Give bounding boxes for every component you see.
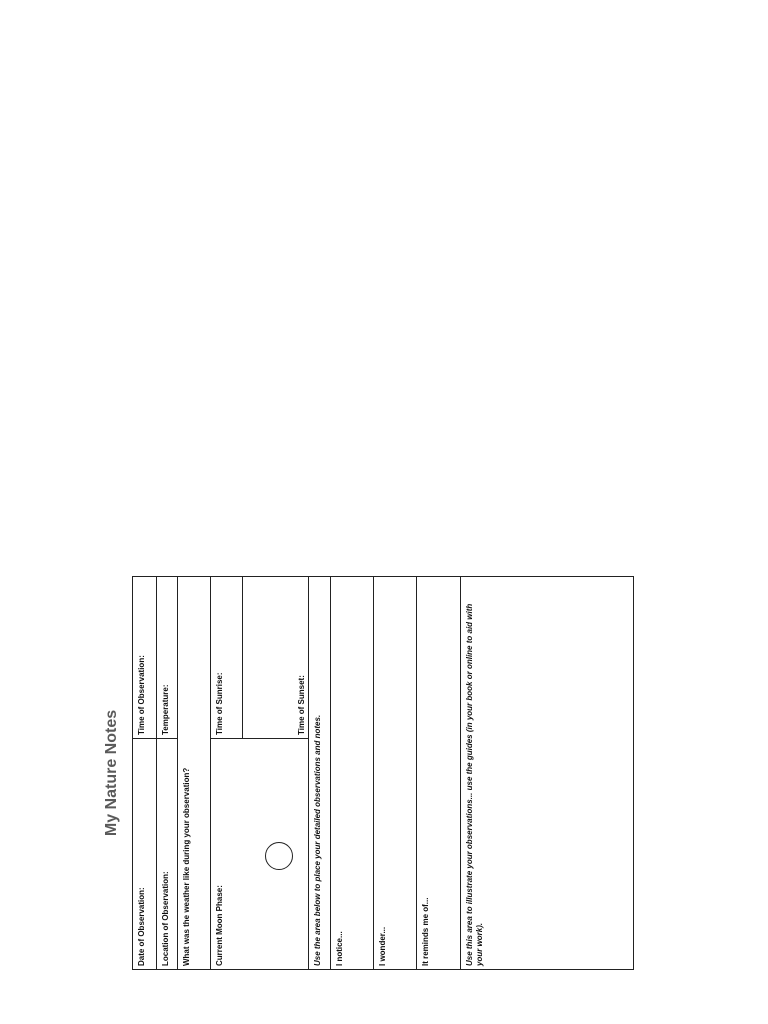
date-of-observation-field[interactable] — [133, 738, 156, 969]
page-title: My Nature Notes — [103, 709, 120, 837]
row-notice — [331, 577, 374, 969]
illustration-area[interactable] — [461, 577, 633, 969]
nature-notes-worksheet — [92, 576, 634, 970]
time-of-sunrise-field[interactable] — [211, 577, 243, 738]
illustration-instruction: Use this area to illustrate your observations... use the guides (in your book or online to aid with your work). — [465, 603, 484, 966]
moon-phase-circle[interactable] — [265, 842, 293, 870]
row-reminds — [417, 577, 461, 969]
temperature-label: Temperature: — [161, 684, 170, 735]
notice-field[interactable] — [331, 577, 373, 969]
weather-question-label: What was the weather like during your observation? — [182, 767, 191, 966]
weather-field[interactable] — [178, 577, 210, 969]
time-of-observation-label: Time of Observation: — [137, 655, 146, 735]
temperature-field[interactable] — [157, 577, 177, 738]
row-location-temperature — [157, 577, 178, 969]
time-of-sunset-label: Time of Sunset: — [297, 675, 306, 735]
time-of-sunset-field[interactable] — [243, 577, 309, 738]
notes-instruction: Use the area below to place your detailed observations and notes. — [313, 714, 322, 966]
reminds-field[interactable] — [417, 577, 460, 969]
current-moon-phase-field[interactable] — [211, 738, 308, 969]
time-of-observation-field[interactable] — [133, 577, 156, 738]
sun-times-group — [211, 577, 308, 738]
time-of-sunrise-label: Time of Sunrise: — [215, 672, 224, 735]
reminds-prompt: It reminds me of... — [421, 897, 430, 966]
row-notes-instruction — [309, 577, 331, 969]
wonder-prompt: I wonder... — [378, 926, 387, 966]
location-of-observation-field[interactable] — [157, 738, 177, 969]
current-moon-phase-label: Current Moon Phase: — [215, 885, 224, 966]
row-wonder — [374, 577, 417, 969]
observation-form — [132, 576, 634, 970]
date-of-observation-label: Date of Observation: — [137, 887, 146, 966]
row-moon-sun — [211, 577, 309, 969]
row-illustration — [461, 577, 633, 969]
location-of-observation-label: Location of Observation: — [161, 871, 170, 966]
wonder-field[interactable] — [374, 577, 416, 969]
row-date-time — [133, 577, 157, 969]
row-weather — [178, 577, 211, 969]
notice-prompt: I notice... — [335, 931, 344, 966]
